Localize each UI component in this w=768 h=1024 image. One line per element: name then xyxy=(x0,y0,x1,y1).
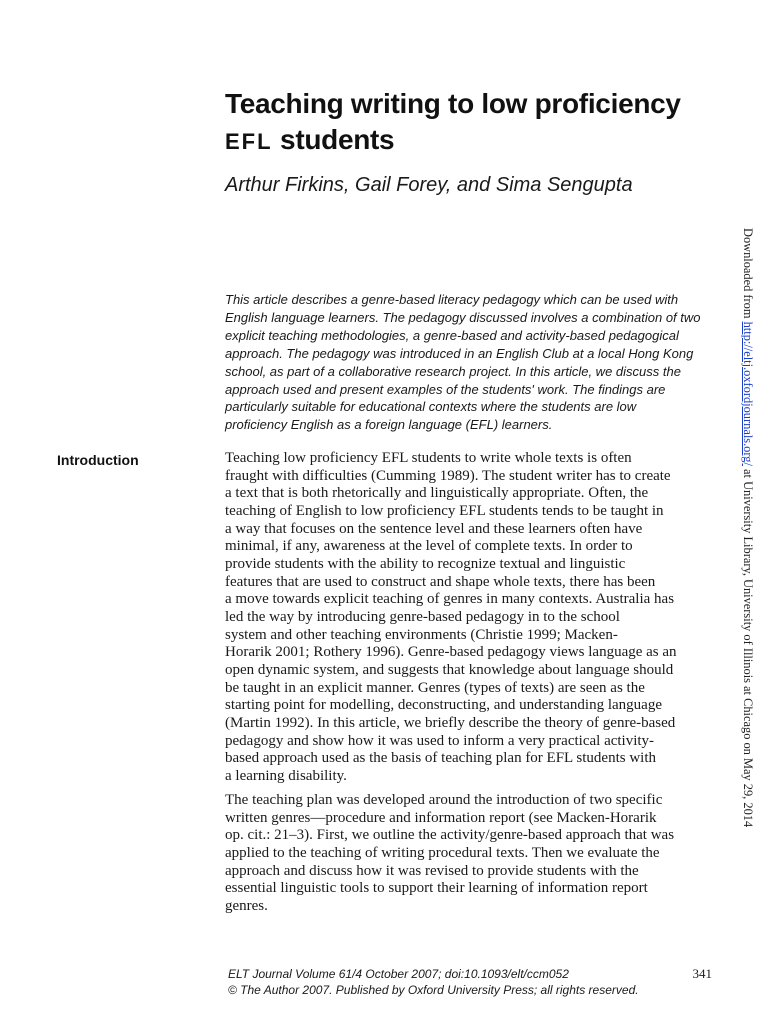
body-line: applied to the teaching of writing procedural texts. Then we evaluate the xyxy=(225,844,660,861)
abstract-line: approach used and present examples of the students' work. The findings are xyxy=(225,381,666,397)
abstract xyxy=(225,291,717,434)
article-authors: Arthur Firkins, Gail Forey, and Sima Sengupta xyxy=(225,174,633,196)
abstract-line: English language learners. The pedagogy discussed involves a combination of two xyxy=(225,309,701,325)
section-heading-introduction: Introduction xyxy=(57,452,139,468)
body-line: fraught with difficulties (Cumming 1989). The student writer has to create xyxy=(225,467,671,484)
abstract-line: school, as part of a collaborative research project. In this article, we discuss the xyxy=(225,363,681,379)
body-line: approach and discuss how it was revised to provide students with the xyxy=(225,862,639,879)
body-line: teaching of English to low proficiency EFL students tends to be taught in xyxy=(225,502,664,519)
body-line: minimal, if any, awareness at the level of complete texts. In order to xyxy=(225,538,633,555)
title-line-1: Teaching writing to low proficiency xyxy=(225,88,681,119)
body-line: pedagogy and show how it was used to inform a very practical activity- xyxy=(225,732,655,749)
body-line: system and other teaching environments (Christie 1999; Macken- xyxy=(225,626,618,643)
body-line: be taught in an explicit manner. Genres (types of texts) are seen as the xyxy=(225,679,645,696)
body-line: starting point for modelling, deconstructing, and understanding language xyxy=(225,697,662,714)
abstract-line: This article describes a genre-based literacy pedagogy which can be used with xyxy=(225,292,679,307)
abstract-line: proficiency English as a foreign language (EFL) learners. xyxy=(225,417,553,433)
body-paragraph-1 xyxy=(225,450,717,785)
journal-citation: ELT Journal Volume 61/4 October 2007; doi:10.1093/elt/ccm052 xyxy=(228,967,569,981)
journal-url-link[interactable]: http://eltj.oxfordjournals.org/ xyxy=(741,321,755,466)
body-line: a text that is both rhetorically and linguistically appropriate. Often, the xyxy=(225,485,649,502)
body-line: a way that focuses on the sentence level and these learners often have xyxy=(225,520,643,537)
abstract-line: particularly suitable for educational contexts where the students are low xyxy=(225,399,637,415)
article-title xyxy=(225,86,725,160)
body-line: Teaching low proficiency EFL students to write whole texts is often xyxy=(225,450,632,466)
body-line: a move towards explicit teaching of genres in many contexts. Australia has xyxy=(225,591,675,608)
body-line: Horarik 2001; Rothery 1996). Genre-based pedagogy views language as an xyxy=(225,644,677,661)
body-line: provide students with the ability to recognize textual and linguistic xyxy=(225,555,626,572)
body-line: op. cit.: 21–3). First, we outline the activity/genre-based approach that was xyxy=(225,827,675,844)
body-line: The teaching plan was developed around the introduction of two specific xyxy=(225,792,663,808)
body-paragraph-2 xyxy=(225,792,717,916)
body-line: open dynamic system, and suggests that knowledge about language should xyxy=(225,661,674,678)
abstract-line: explicit teaching methodologies, a genre-based and activity-based pedagogical xyxy=(225,327,679,343)
copyright-notice: © The Author 2007. Published by Oxford University Press; all rights reserved. xyxy=(228,983,639,997)
title-line-2: students xyxy=(272,124,395,155)
body-line: (Martin 1992). In this article, we briefly describe the theory of genre-based xyxy=(225,714,676,731)
download-stamp xyxy=(738,228,758,828)
body-line: written genres—procedure and information report (see Macken-Horarik xyxy=(225,809,657,826)
body-line: essential linguistic tools to support their learning of information report xyxy=(225,880,648,897)
download-stamp-prefix: Downloaded from xyxy=(741,228,755,322)
title-acronym: EFL xyxy=(225,129,273,154)
body-line: led the way by introducing genre-based pedagogy in to the school xyxy=(225,608,620,625)
journal-footer xyxy=(228,966,718,998)
download-stamp-text xyxy=(740,228,756,827)
body-line: based approach used as the basis of teaching plan for EFL students with xyxy=(225,750,657,767)
abstract-line: approach. The pedagogy was introduced in an English Club at a local Hong Kong xyxy=(225,345,694,361)
page-number: 341 xyxy=(692,966,712,981)
body-line: a learning disability. xyxy=(225,767,347,784)
body-line: features that are used to construct and shape whole texts, there has been xyxy=(225,573,656,590)
download-stamp-suffix: at University Library, University of Illinois at Chicago on May 29, 2014 xyxy=(741,465,755,828)
body-line: genres. xyxy=(225,897,268,914)
